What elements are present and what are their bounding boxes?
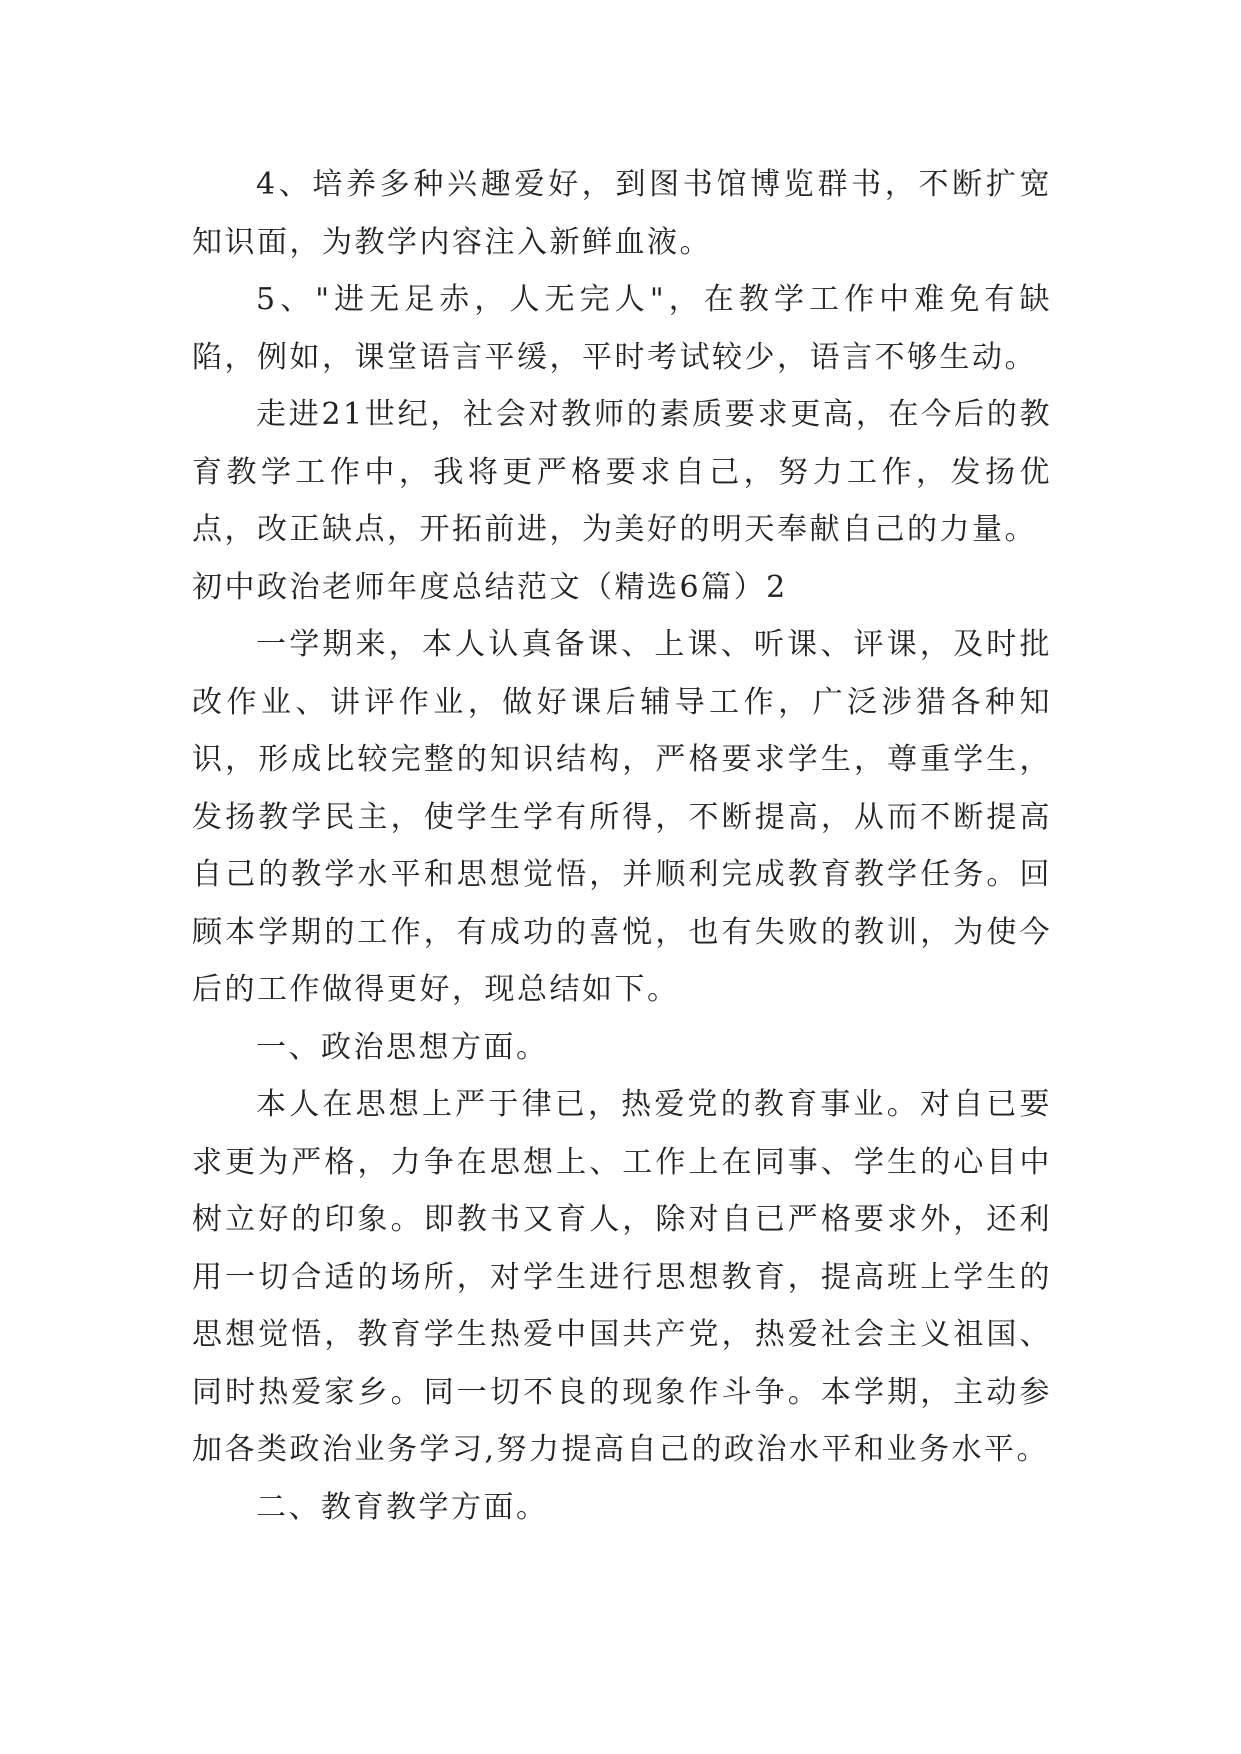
paragraph-political-thought: 本人在思想上严于律已，热爱党的教育事业。对自已要求更为严格，力争在思想上、工作上在同事、学生的心目中树立好的印象。即教书又育人，除对自已严格要求外，还利用一切合适的场所，对学生进行思想教育，提高班上学生的思想觉悟，教育学生热爱中国共产党，热爱社会主义祖国、同时热爱家乡。同一切不良的现象作斗争。本学期，主动参加各类政治业务学习,努力提高自己的政治水平和业务水平。 (192, 1087, 1052, 1467)
document-page (192, 156, 1052, 1536)
paragraph-shortcomings: 5、"进无足赤，人无完人"，在教学工作中难免有缺陷，例如，课堂语言平缓，平时考试较少，语言不够生动。 (192, 282, 1052, 375)
heading-education-teaching: 二、教育教学方面。 (256, 1489, 549, 1525)
heading-political-thought: 一、政治思想方面。 (256, 1029, 549, 1065)
paragraph-semester-overview: 一学期来，本人认真备课、上课、听课、评课，及时批改作业、讲评作业，做好课后辅导工作，广泛涉猎各种知识，形成比较完整的知识结构，严格要求学生，尊重学生，发扬教学民主，使学生学有所得，不断提高，从而不断提高自己的教学水平和思想觉悟，并顺利完成教育教学任务。回顾本学期的工作，有成功的喜悦，也有失败的教训，为使今后的工作做得更好，现总结如下。 (192, 627, 1052, 1007)
paragraph-21st-century: 走进21世纪，社会对教师的素质要求更高，在今后的教育教学工作中，我将更严格要求自己，努力工作，发扬优点，改正缺点，开拓前进，为美好的明天奉献自己的力量。 (192, 397, 1052, 547)
section-heading: 初中政治老师年度总结范文（精选6篇）2 (192, 569, 788, 605)
paragraph-interest-hobbies: 4、培养多种兴趣爱好，到图书馆博览群书，不断扩宽知识面，为教学内容注入新鲜血液。 (192, 167, 1052, 260)
